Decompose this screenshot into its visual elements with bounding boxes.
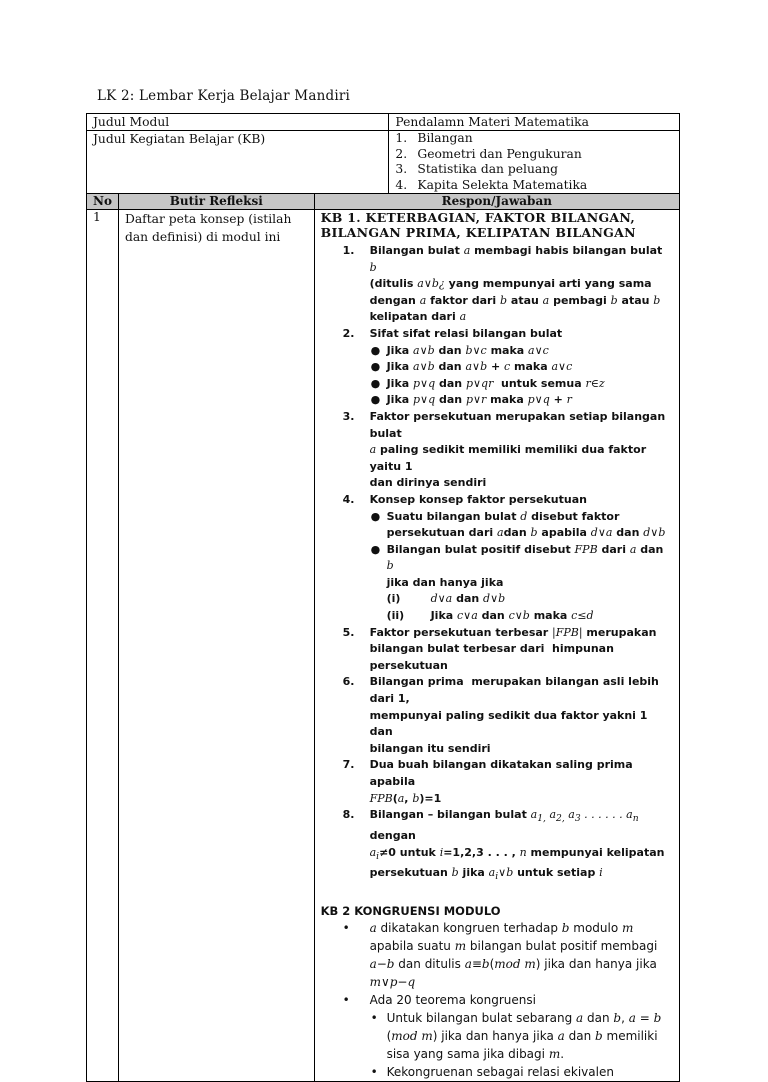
kb-topic-list	[395, 131, 673, 193]
kb1-item	[321, 409, 673, 492]
kb-topic-label: Geometri dan Pengukuran	[417, 146, 582, 161]
kb1-item-text: Faktor persekutuan merupakan setiap bilangan bulat a paling sedikit memiliki memiliki dua faktor yaitu 1 dan dirinya sendiri	[369, 409, 666, 490]
kb-topic-item	[395, 147, 673, 163]
kb1-bullet-item	[321, 376, 673, 393]
kb1-item-number: 6.	[342, 675, 355, 689]
module-title-label: Judul Modul	[87, 114, 389, 131]
kb1-item	[321, 625, 673, 675]
page-title: LK 2: Lembar Kerja Belajar Mandiri	[97, 88, 351, 104]
col-butir-header: Butir Refleksi	[118, 194, 314, 210]
table-row	[87, 210, 680, 1082]
kb1-title	[321, 210, 673, 240]
kb1-item	[321, 807, 673, 886]
row-number: 1	[87, 210, 119, 1082]
kb-topic-item	[395, 162, 673, 178]
kb2-sub-text: Untuk bilangan bulat sebarang a dan b, a = b (mod m) jika dan hanya jika a dan b memiliki sisa yang sama jika dibagi m.	[386, 1011, 662, 1062]
bullet-icon: •	[342, 993, 350, 1008]
kb-topic-label: Statistika dan peluang	[417, 162, 559, 176]
kb2-sub-text: Kekongruenan sebagai relasi ekivalen	[386, 1065, 614, 1080]
kb1-bullet-text: Jika p∨q dan p∨r maka p∨q + r	[386, 393, 572, 407]
kb1-bullet-item	[321, 359, 673, 376]
kb1-sub-item	[321, 608, 673, 625]
bullet-icon: ●	[370, 343, 381, 357]
kb1-bullet-item	[321, 509, 673, 542]
kb-title-row	[87, 131, 680, 194]
module-title-value: Pendalamn Materi Matematika	[389, 114, 680, 131]
kb1-item-number: 3.	[342, 409, 355, 423]
bullet-icon: ●	[370, 542, 381, 556]
kb1-item-text: Bilangan prima merupakan bilangan asli lebih dari 1, mempunyai paling sedikit dua faktor yakni 1 dan bilangan itu sendiri	[369, 675, 659, 755]
kb-topic-label: Bilangan	[417, 131, 473, 145]
col-no-header: No	[87, 194, 119, 210]
kb-topic-number: 3.	[395, 162, 408, 176]
kb1-item	[321, 326, 673, 343]
kb1-item	[321, 492, 673, 509]
kb-topic-item	[395, 178, 673, 194]
bullet-icon: ●	[370, 360, 381, 374]
kb-topic-number: 2.	[395, 146, 408, 161]
kb2-sub-item	[321, 1063, 673, 1081]
kb1-item	[321, 674, 673, 757]
kb-title-label: Judul Kegiatan Belajar (KB)	[87, 131, 389, 194]
kb1-sub-number: (i)	[386, 592, 401, 606]
kb1-bullet-text: Jika a∨b dan a∨b + c maka a∨c	[386, 360, 573, 374]
kb1-bullet-item	[321, 542, 673, 592]
bullet-icon: •	[370, 1011, 378, 1026]
kb1-bullet-text: Jika p∨q dan p∨qr untuk semua r∈z	[386, 376, 605, 390]
kb1-item	[321, 243, 673, 326]
kb1-bullet-text: Suatu bilangan bulat d disebut faktor persekutuan dari adan b apabila d∨a dan d∨b	[386, 509, 666, 540]
kb1-item-text: Faktor persekutuan terbesar |FPB| merupakan bilangan bulat terbesar dari himpunan persekutuan	[369, 625, 657, 672]
response-cell	[314, 210, 679, 1082]
kb1-item-text: Konsep konsep faktor persekutuan	[369, 492, 587, 506]
kb1-item-number: 4.	[342, 492, 355, 506]
kb1-concept-list	[321, 243, 673, 886]
kb1-title-line1: KB 1. KETERBAGIAN, FAKTOR BILANGAN,	[320, 210, 635, 225]
bullet-icon: •	[342, 921, 350, 936]
module-title-row	[87, 114, 680, 131]
kb1-item-text: Bilangan bulat a membagi habis bilangan bulat b (ditulis a∨b¿ yang mempunyai arti yang sama dengan a faktor dari b atau a pembagi b atau b kelipatan dari a	[369, 244, 663, 324]
bullet-icon: ●	[370, 509, 381, 523]
kb-topic-number: 4.	[395, 177, 408, 192]
bullet-icon: ●	[370, 393, 381, 407]
kb1-sub-text: Jika c∨a dan c∨b maka c≤d	[430, 609, 594, 623]
kb1-item-number: 8.	[342, 808, 355, 822]
butir-refleksi-text: Daftar peta konsep (istilah dan definisi) di modul ini	[118, 210, 314, 1082]
kb1-bullet-item	[321, 343, 673, 360]
kb1-bullet-item	[321, 392, 673, 409]
kb2-item-text: a dikatakan kongruen terhadap b modulo m apabila suatu m bilangan bulat positif membagi a−b dan ditulis a≡b(mod m) jika dan hanya jika m∨p−q	[369, 921, 658, 990]
kb1-sub-number: (ii)	[386, 609, 405, 623]
kb2-item-text: Ada 20 teorema kongruensi	[369, 993, 536, 1008]
kb1-item-number: 5.	[342, 625, 355, 639]
kb-topic-label: Kapita Selekta Matematika	[417, 177, 588, 192]
bullet-icon: ●	[370, 376, 381, 390]
kb2-item	[321, 991, 673, 1009]
kb2-concept-list	[321, 919, 673, 1081]
kb-topic-number: 1.	[395, 131, 408, 145]
reflection-table	[86, 113, 680, 1082]
kb1-item-text: Sifat sifat relasi bilangan bulat	[369, 326, 563, 340]
kb1-title-line2: BILANGAN PRIMA, KELIPATAN BILANGAN	[320, 225, 636, 240]
kb1-bullet-text: Jika a∨b dan b∨c maka a∨c	[386, 343, 549, 357]
kb-topic-item	[395, 131, 673, 147]
kb2-title: KB 2 KONGRUENSI MODULO	[320, 904, 501, 919]
kb1-item-text: Bilangan – bilangan bulat $a_{1,}$ $a_{2,}$ $a_3$ . . . . . . $a_n$ dengan $a_i\ne 0$ untuk i=1,2,3 . . . , n mempunyai kelipatan persekutuan b jika $a_i\vee b$ untuk setiap i	[369, 808, 665, 883]
kb1-item-number: 7.	[342, 758, 355, 772]
kb1-item-number: 1.	[342, 244, 355, 257]
col-respon-header: Respon/Jawaban	[314, 194, 679, 210]
kb1-bullet-text: Bilangan bulat positif disebut FPB dari a dan b jika dan hanya jika	[386, 542, 664, 589]
kb-topic-list-cell	[389, 131, 680, 194]
kb2-sub-item	[321, 1009, 673, 1063]
kb1-item-text: Dua buah bilangan dikatakan saling prima apabila FPB(a, b)=1	[369, 758, 633, 805]
kb1-sub-item	[321, 591, 673, 608]
kb2-item	[321, 919, 673, 991]
kb1-item	[321, 757, 673, 807]
column-header-row	[87, 194, 680, 210]
kb1-sub-text: d∨a dan d∨b	[430, 592, 506, 606]
kb1-item-number: 2.	[342, 326, 355, 340]
bullet-icon: •	[370, 1065, 378, 1080]
